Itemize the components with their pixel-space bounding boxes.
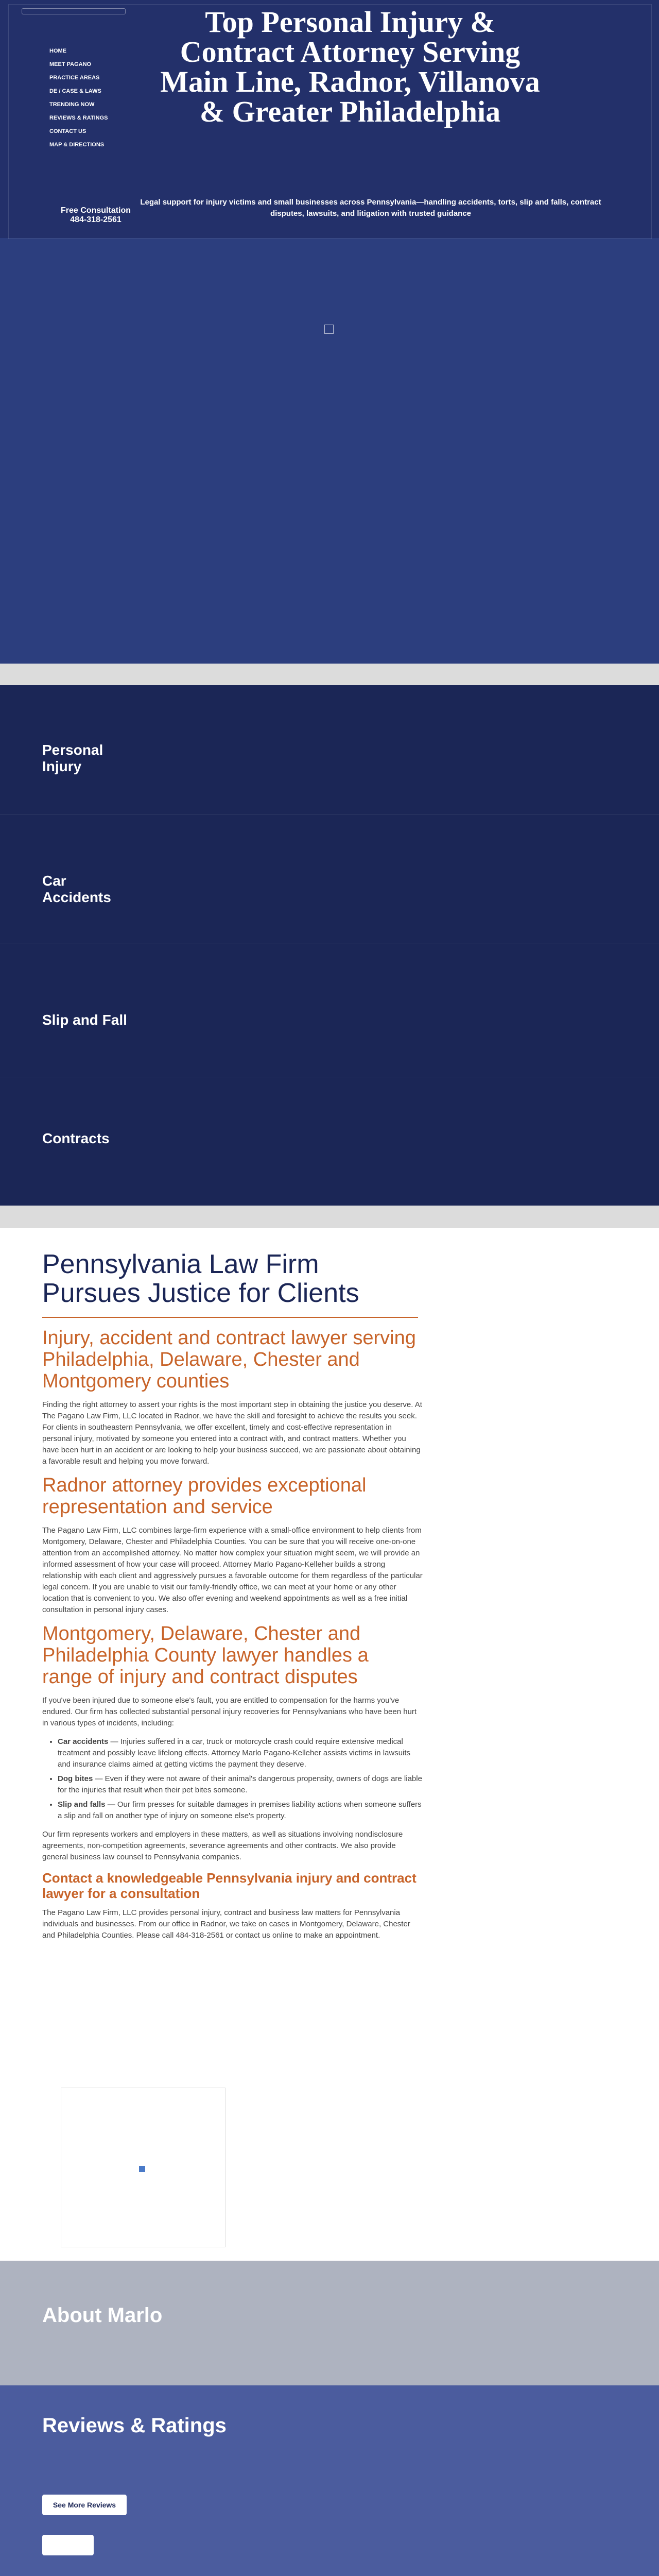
list-item-text: — Even if they were not aware of their animal's dangerous propensity, owners of dogs are liable for the injuries that result when their pet bites someone. (58, 1774, 422, 1794)
reviews-title: Reviews & Ratings (42, 2414, 227, 2437)
section-heading-contact: Contact a knowledgeable Pennsylvania injury and contract lawyer for a consultation (42, 1870, 417, 1901)
content-paragraph: Finding the right attorney to assert your rights is the most important step in obtaining the justice you deserve. At The Pagano Law Firm, LLC located in Radnor, we have the skill and foresight to achieve the results you seek. For clients in southeastern Pennsylvania, we offer excellent, timely and cost-effective representation in personal injury, motivated by someone you entered into a contract with, and contract matters. Whether you have been hurt in an accident or are looking to help your business succeed, we are passionate about obtaining a favorable result and helping you move forward. (42, 1400, 422, 1466)
map-marker-icon (138, 2165, 146, 2173)
consult-label: Free Consultation (61, 206, 131, 215)
content-paragraph: Our firm represents workers and employers in these matters, as well as situations involving nondisclosure agreements, non-competition agreements, severance agreements and other contracts. We also provide general business law counsel to Pennsylvania companies. (42, 1830, 403, 1861)
content-subheading: Injury, accident and contract lawyer serving Philadelphia, Delaware, Chester and Montgomery counties (42, 1327, 416, 1392)
reviews-section (0, 2385, 659, 2576)
about-title[interactable]: About Marlo (42, 2304, 163, 2327)
practice-divider (0, 814, 659, 815)
consult-phone[interactable]: 484-318-2561 (70, 215, 122, 224)
nav-item-practice-areas[interactable]: PRACTICE AREAS (49, 75, 100, 81)
see-more-reviews-button[interactable]: See More Reviews (42, 2495, 127, 2515)
nav-item-reviews[interactable]: REVIEWS & RATINGS (49, 115, 108, 121)
reviews-widget[interactable] (42, 2535, 94, 2555)
practice-areas-section (0, 685, 659, 1206)
list-item (58, 1773, 423, 1796)
hero-section (0, 0, 659, 664)
nav-item-home[interactable]: HOME (49, 48, 66, 54)
heading-rule (42, 1317, 418, 1318)
injury-list (42, 1736, 423, 1822)
nav-item-meet-pagano[interactable]: MEET PAGANO (49, 61, 92, 67)
video-play-icon[interactable] (324, 325, 334, 334)
divider-band (0, 664, 659, 685)
nav-item-trending[interactable]: TRENDING NOW (49, 101, 95, 108)
embedded-map[interactable] (61, 2088, 226, 2247)
hero-subtitle: Legal support for injury victims and small businesses across Pennsylvania—handling accidents, torts, slip and falls, contract disputes, lawsuits, and litigation with trusted guidance (140, 198, 601, 218)
practice-car-accidents[interactable]: Car Accidents (42, 873, 111, 905)
practice-contracts[interactable]: Contracts (42, 1130, 110, 1146)
content-paragraph: The Pagano Law Firm, LLC combines large-firm experience with a small-office environment to help clients from Montgomery, Delaware, Chester and Philadelphia Counties. You can be sure that you will receive one-on-one attention from an accomplished attorney. No matter how complex your situation might seem, we will provide an informed assessment of how your case will proceed. Attorney Marlo Pagano-Kelleher builds a strong relationship with each client and aggressively pursues a favorable outcome for them regardless of the particular legal concern. If you are unable to visit our family-friendly office, we can meet at your home or any other location that is convenient to you. We also offer evening and weekend appointments as well as a free initial consultation in personal injury cases. (42, 1526, 423, 1614)
section-heading-disputes: Montgomery, Delaware, Chester and Philadelphia County lawyer handles a range of injury and contract disputes (42, 1623, 369, 1688)
divider-band (0, 1206, 659, 1228)
nav-item-map[interactable]: MAP & DIRECTIONS (49, 142, 105, 148)
header-consultation[interactable] (61, 206, 131, 225)
main-nav (49, 47, 108, 155)
list-item (58, 1736, 423, 1770)
nav-item-contact[interactable]: CONTACT US (49, 128, 86, 134)
nav-item-case-laws[interactable]: DE / CASE & LAWS (49, 88, 101, 94)
content-paragraph: The Pagano Law Firm, LLC provides personal injury, contract and business law matters for Pennsylvania individuals and businesses. From our office in Radnor, we take on cases in Montgomery, Delaware, Chester and Philadelphia Counties. Please call 484-318-2561 or contact us online to make an appointment. (42, 1908, 410, 1940)
about-section (0, 2261, 659, 2385)
list-item (58, 1799, 423, 1822)
practice-personal-injury[interactable]: Personal Injury (42, 742, 103, 774)
list-item-text: — Injuries suffered in a car, truck or motorcycle crash could require extensive medical treatment and possibly leave lifelong effects. Attorney Marlo Pagano-Kelleher assists victims in lawsuits and insurance claims aimed at getting victims the payment they deserve. (58, 1737, 411, 1769)
practice-slip-and-fall[interactable]: Slip and Fall (42, 1012, 127, 1028)
section-heading-representation: Radnor attorney provides exceptional representation and service (42, 1475, 367, 1518)
main-content (42, 1250, 423, 1948)
search-input[interactable] (22, 8, 126, 14)
content-heading: Pennsylvania Law Firm Pursues Justice for Clients (42, 1249, 359, 1308)
content-paragraph: If you've been injured due to someone else's fault, you are entitled to compensation for the harms you've endured. Our firm has collected substantial personal injury recoveries for Pennsylvanians who have been hurt in various types of incidents, including: (42, 1696, 417, 1727)
list-item-text: — Our firm presses for suitable damages in premises liability actions when someone suffers a slip and fall on another type of injury on someone else's property. (58, 1800, 422, 1820)
page-title: Top Personal Injury & Contract Attorney Serving Main Line, Radnor, Villanova & Greater Philadelphia (160, 5, 540, 128)
list-item-lead: Car accidents (58, 1737, 109, 1746)
list-item-lead: Slip and falls (58, 1800, 106, 1809)
list-item-lead: Dog bites (58, 1774, 93, 1783)
